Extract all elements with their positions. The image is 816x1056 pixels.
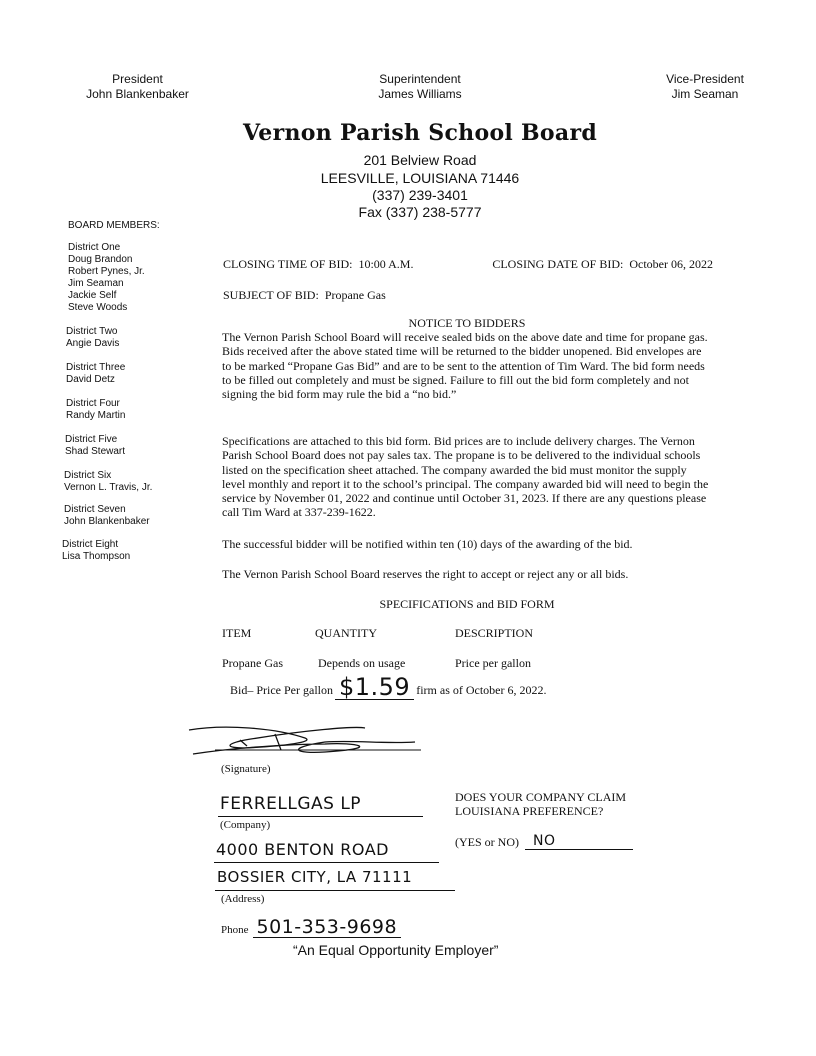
price-suffix: firm as of October 6, 2022. xyxy=(416,683,547,697)
member-name: Steve Woods xyxy=(68,302,128,313)
member-name: Jackie Self xyxy=(68,290,117,301)
notice-paragraph-2: Specifications are attached to this bid form. Bid prices are to include delivery charges. The Vernon Parish School Board does not pay sales tax. The propane is to be delivered to the individual schools listed on the specification sheet attached. The company awarded the bid must monitor the supply level monthly and report it to the school’s principal. The company awarded bid will need to begin the service by November 01, 2022 and continue until October 31, 2023. If there are any questions please call Tim Ward at 337-239-1622. xyxy=(222,434,709,520)
phone-label: Phone xyxy=(221,924,249,936)
vice-president-block xyxy=(635,72,775,102)
superintendent-title: Superintendent xyxy=(379,72,461,86)
district-name: District Six xyxy=(64,470,112,481)
district-seven xyxy=(64,504,150,528)
closing-time-value: 10:00 A.M. xyxy=(358,257,414,271)
district-six xyxy=(64,470,152,494)
signature-field[interactable] xyxy=(185,720,425,760)
price-label: Bid– Price Per gallon xyxy=(230,683,333,697)
member-name: Randy Martin xyxy=(66,410,126,421)
district-four xyxy=(66,398,125,422)
superintendent-name: James Williams xyxy=(378,87,462,101)
district-name: District Two xyxy=(66,326,118,337)
price-row xyxy=(230,670,547,700)
price-value: $1.59 xyxy=(338,673,411,701)
member-name: John Blankenbaker xyxy=(64,516,150,527)
president-name: John Blankenbaker xyxy=(86,87,189,101)
col-header-description: DESCRIPTION xyxy=(455,626,534,640)
closing-info-row xyxy=(223,257,713,272)
closing-date xyxy=(492,257,713,272)
district-name: District Five xyxy=(65,434,118,445)
member-name: Jim Seaman xyxy=(68,278,124,289)
address-field-1[interactable] xyxy=(214,840,439,863)
company-value: FERRELLGAS LP xyxy=(220,794,362,814)
fax-number: Fax (337) 238-5777 xyxy=(358,204,482,220)
address-line-2: LEESVILLE, LOUISIANA 71446 xyxy=(320,170,520,186)
address-field-2[interactable] xyxy=(215,868,455,891)
col-header-quantity: QUANTITY xyxy=(315,626,377,640)
vice-president-title: Vice-President xyxy=(666,72,744,86)
preference-question-2: LOUISIANA PREFERENCE? xyxy=(455,804,604,818)
district-name: District One xyxy=(68,242,121,253)
district-name: District Seven xyxy=(64,504,126,515)
member-name: Robert Pynes, Jr. xyxy=(68,266,145,277)
bid-subject xyxy=(223,288,386,303)
signature-label: (Signature) xyxy=(221,763,271,775)
phone-field[interactable] xyxy=(253,918,402,938)
preference-value: NO xyxy=(533,833,556,849)
member-name: David Detz xyxy=(66,374,115,385)
superintendent-block xyxy=(345,72,495,102)
preference-label: (YES or NO) xyxy=(455,835,519,849)
company-label: (Company) xyxy=(220,819,271,831)
closing-time xyxy=(223,257,413,272)
company-field[interactable] xyxy=(218,794,423,817)
closing-time-label: CLOSING TIME OF BID: xyxy=(223,257,353,271)
price-field[interactable] xyxy=(335,675,414,700)
district-eight xyxy=(62,539,130,563)
phone-row xyxy=(221,912,401,938)
spec-form-heading: SPECIFICATIONS and BID FORM xyxy=(379,597,555,611)
member-name: Angie Davis xyxy=(66,338,120,349)
address-label: (Address) xyxy=(221,893,265,905)
notice-paragraph-1: The Vernon Parish School Board will receive sealed bids on the above date and time for propane gas. Bids received after the above stated time will be returned to the bidder unopened. Bid envelopes are to be marked “Propane Gas Bid” and are to be sent to the attention of Tim Ward. The bid form needs to be filled out completely and must be signed. Failure to fill out the bid form completely and not signing the bid form may rule the bid a “no bid.” xyxy=(222,330,708,402)
member-name: Vernon L. Travis, Jr. xyxy=(64,482,153,493)
preference-question-1: DOES YOUR COMPANY CLAIM xyxy=(455,790,627,804)
president-title: President xyxy=(112,72,163,86)
district-name: District Eight xyxy=(62,539,119,550)
district-two xyxy=(66,326,119,350)
closing-date-label: CLOSING DATE OF BID: xyxy=(492,257,624,271)
member-name: Lisa Thompson xyxy=(62,551,131,562)
member-name: Shad Stewart xyxy=(65,446,126,457)
address-line-1: 201 Belview Road xyxy=(363,152,477,168)
col-header-item: ITEM xyxy=(222,626,252,640)
cell-quantity: Depends on usage xyxy=(318,656,406,670)
cell-item: Propane Gas xyxy=(222,656,283,670)
subject-value: Propane Gas xyxy=(324,288,386,302)
preference-field[interactable] xyxy=(525,834,633,850)
district-five xyxy=(65,434,125,458)
preference-row xyxy=(455,834,633,850)
subject-label: SUBJECT OF BID: xyxy=(223,288,319,302)
closing-date-value: October 06, 2022 xyxy=(629,257,713,271)
handwritten-signature xyxy=(185,720,425,760)
member-name: Doug Brandon xyxy=(68,254,133,265)
address-value-2: BOSSIER CITY, LA 71111 xyxy=(217,868,413,886)
organization-name: Vernon Parish School Board xyxy=(242,120,598,146)
cell-description: Price per gallon xyxy=(455,656,531,670)
equal-opportunity-tagline: “An Equal Opportunity Employer” xyxy=(293,942,499,958)
vice-president-name: Jim Seaman xyxy=(671,87,739,101)
district-name: District Four xyxy=(66,398,120,409)
phone-value: 501-353-9698 xyxy=(256,916,398,938)
notice-paragraph-4: The Vernon Parish School Board reserves the right to accept or reject any or all bids. xyxy=(222,567,629,581)
phone-number: (337) 239-3401 xyxy=(372,187,468,203)
board-members-heading: BOARD MEMBERS: xyxy=(68,220,160,231)
president-block xyxy=(60,72,215,102)
notice-heading: NOTICE TO BIDDERS xyxy=(408,316,526,330)
district-three xyxy=(66,362,125,386)
district-one xyxy=(68,242,145,314)
district-name: District Three xyxy=(66,362,126,373)
address-value-1: 4000 BENTON ROAD xyxy=(216,840,389,859)
notice-paragraph-3: The successful bidder will be notified within ten (10) days of the awarding of the bid. xyxy=(222,537,633,551)
